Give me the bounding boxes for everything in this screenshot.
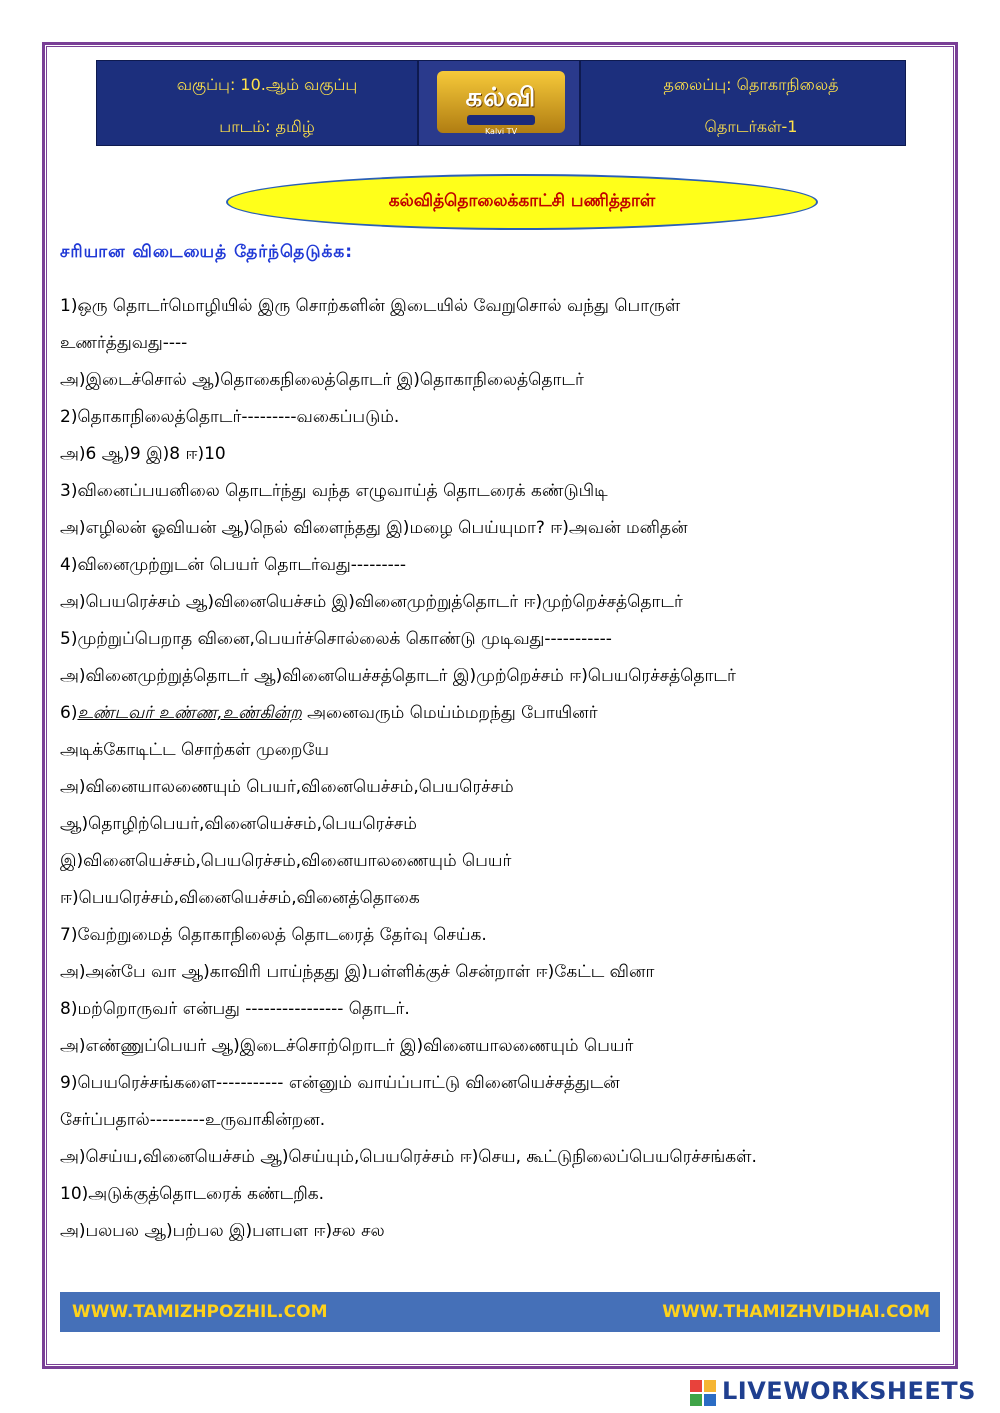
question-line: 5)முற்றுப்பெறாத வினை,பெயர்ச்சொல்லைக் கொண்டு முடிவது----------- bbox=[60, 629, 612, 649]
kalvi-tv-logo bbox=[417, 61, 581, 145]
logo-banner bbox=[467, 115, 535, 125]
option-line: இ)வினையெச்சம்,பெயரெச்சம்,வினையாலணையும் பெயர் bbox=[60, 851, 512, 871]
option-line: ஆ)தொழிற்பெயர்,வினையெச்சம்,பெயரெச்சம் bbox=[60, 814, 417, 834]
footer-right-link[interactable]: WWW.THAMIZHVIDHAI.COM bbox=[662, 1302, 930, 1322]
option-line: அ)வினையாலணையும் பெயர்,வினையெச்சம்,பெயரெச்சம் bbox=[60, 777, 514, 797]
liveworksheets-logo-icon bbox=[690, 1380, 716, 1406]
options-line: அ)இடைச்சொல் ஆ)தொகைநிலைத்தொடர் இ)தொகாநிலைத்தொடர் bbox=[60, 370, 584, 390]
options-line: அ)பெயரெச்சம் ஆ)வினையெச்சம் இ)வினைமுற்றுத்தொடர் ஈ)முற்றெச்சத்தொடர் bbox=[60, 592, 683, 612]
logo-text: கல்வி bbox=[465, 83, 537, 113]
subject-label: பாடம்: தமிழ் bbox=[219, 117, 315, 136]
book-icon bbox=[437, 71, 565, 136]
question-line: 9)பெயரெச்சங்களை----------- என்னும் வாய்ப்பாட்டு வினையெச்சத்துடன் bbox=[60, 1073, 620, 1093]
question-number: 6) bbox=[60, 703, 78, 723]
underlined-words: உண்டவர் உண்ண,உண்கின்ற bbox=[77, 703, 302, 723]
question-line-6 bbox=[60, 695, 920, 732]
header-bar bbox=[96, 60, 906, 146]
section-title: சரியான விடையைத் தேர்ந்தெடுக்க: bbox=[60, 242, 354, 262]
liveworksheets-watermark bbox=[690, 1376, 990, 1408]
options-line: அ)எண்ணுப்பெயர் ஆ)இடைச்சொற்றொடர் இ)வினையாலணையும் பெயர் bbox=[60, 1036, 634, 1056]
question-line: 7)வேற்றுமைத் தொகாநிலைத் தொடரைத் தேர்வு செய்க. bbox=[60, 925, 487, 945]
worksheet-banner bbox=[226, 174, 818, 230]
footer-bar bbox=[60, 1292, 940, 1332]
question-line: உணர்த்துவது---- bbox=[60, 333, 188, 353]
question-line: 2)தொகாநிலைத்தொடர்---------வகைப்படும். bbox=[60, 407, 400, 427]
topic-label-line2: தொடர்கள்-1 bbox=[704, 117, 798, 136]
options-line: அ)அன்பே வா ஆ)காவிரி பாய்ந்தது இ)பள்ளிக்குச் சென்றாள் ஈ)கேட்ட வினா bbox=[60, 962, 655, 982]
question-line: 4)வினைமுற்றுடன் பெயர் தொடர்வது--------- bbox=[60, 555, 407, 575]
logo-sub: Kalvi TV bbox=[484, 127, 518, 136]
question-line: சேர்ப்பதால்---------உருவாகின்றன. bbox=[60, 1110, 326, 1130]
banner-title: கல்வித்தொலைக்காட்சி பணித்தாள் bbox=[388, 191, 656, 211]
liveworksheets-text: LIVEWORKSHEETS bbox=[722, 1377, 976, 1405]
options-line: அ)பலபல ஆ)பற்பல இ)பளபள ஈ)சல சல bbox=[60, 1221, 385, 1241]
question-line: 8)மற்றொருவர் என்பது ---------------- தொடர். bbox=[60, 999, 410, 1019]
options-line: அ)செய்ய,வினையெச்சம் ஆ)செய்யும்,பெயரெச்சம் ஈ)செய, கூட்டுநிலைப்பெயரெச்சங்கள். bbox=[60, 1147, 757, 1167]
class-label: வகுப்பு: 10.ஆம் வகுப்பு bbox=[176, 75, 358, 94]
question-line: 10)அடுக்குத்தொடரைக் கண்டறிக. bbox=[60, 1184, 325, 1204]
options-line: அ)எழிலன் ஓவியன் ஆ)நெல் விளைந்தது இ)மழை பெய்யுமா? ஈ)அவன் மனிதன் bbox=[60, 518, 688, 538]
options-line: அ)வினைமுற்றுத்தொடர் ஆ)வினையெச்சத்தொடர் இ)முற்றெச்சம் ஈ)பெயரெச்சத்தொடர் bbox=[60, 666, 736, 686]
options-line: அ)6 ஆ)9 இ)8 ஈ)10 bbox=[60, 444, 226, 464]
question-text: அனைவரும் மெய்ம்மறந்து போயினர் bbox=[307, 703, 598, 723]
footer-left-link[interactable]: WWW.TAMIZHPOZHIL.COM bbox=[72, 1302, 328, 1322]
question-line: அடிக்கோடிட்ட சொற்கள் முறையே bbox=[60, 740, 330, 760]
topic-label-line1: தலைப்பு: தொகாநிலைத் bbox=[663, 75, 839, 94]
question-line: 3)வினைப்பயனிலை தொடர்ந்து வந்த எழுவாய்த் தொடரைக் கண்டுபிடி bbox=[60, 481, 608, 501]
question-line: 1)ஒரு தொடர்மொழியில் இரு சொற்களின் இடையில் வேறுசொல் வந்து பொருள் bbox=[60, 296, 681, 316]
question-list bbox=[60, 288, 920, 1250]
option-line: ஈ)பெயரெச்சம்,வினையெச்சம்,வினைத்தொகை bbox=[60, 888, 420, 908]
